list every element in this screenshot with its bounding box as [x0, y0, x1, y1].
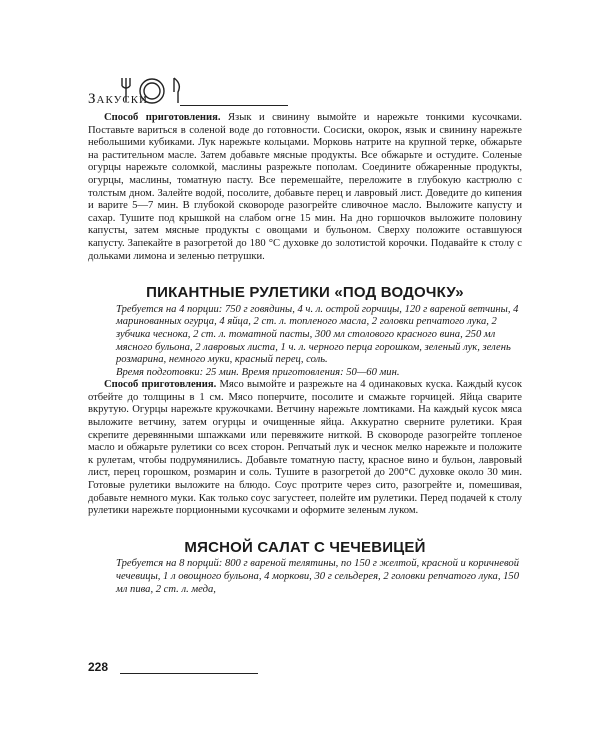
method-label: Способ приготовления.	[104, 112, 221, 123]
page-number: 228	[88, 660, 109, 674]
method-text: Мясо вымойте и разрежьте на 4 одинаковых куска. Каждый кусок отбейте до толщины в 1 см. Мясо поперчите, посолите и смажьте горчицей. Яйца сварите вкрутую. Огурцы нарежьте кружочками. Ветчину нарежьте ломтиками. На каждый кусок мяса выложите ветчину, затем огурцы и очищенные яйца. Аккуратно сверните рулетики. Края скрепите деревянными шпажками или перевяжите ниткой. В сковороде разогрейте топленое масло и обжарьте рулетики со всех сторон. Репчатый лук и чеснок мелко нарежьте и положите к рулетам, чтобы подрумянились. Добавьте томатную пасту, красное вино и бульон, лавровый лист, перец горошком, розмарин и соль. Тушите в разогретой до 200°С духовке около 30 мин. Готовые рулетики выложите на блюдо. Соус протрите через сито, разогрейте и, помешивая, добавьте немного муки. Как только соус загустеет, полейте им рулетики. Перед подачей к столу рулетики нарежьте порционными кусочками и оформите зеленым луком.	[88, 379, 522, 517]
page-header	[88, 76, 288, 112]
method-text: Язык и свинину вымойте и нарежьте тонкими кусочками. Поставьте вариться в соленой воде до готовности. Сосиски, окорок, язык и свинину нарежьте небольшими кубиками. Лук нарежьте кольцами. Морковь натрите на крупной терке, обжарьте на растительном масле. Затем добавьте мясные продукты. Все обжарьте и остудите. Соленые огурцы нарежьте соломкой, маслины разрежьте пополам. Соедините обжаренные продукты, огурцы, маслины, томатную пасту. Все перемешайте, переложите в глубокую кастрюлю с толстым дном. Залейте водой, посолите, добавьте перец и лавровый лист. Доведите до кипения и варите 5—7 мин. В глубокой сковороде разогрейте сливочное масло. Выложите капусту и сахар. Тушите под крышкой на слабом огне 15 мин. На дно горшочков выложите половину капусты, затем мясные продукты с овощами и бульоном. Сверху положите оставшуюся капусту. Запекайте в разогретой до 180 °С духовке до золотистой корочки. Подавайте к столу с дольками лимона и зеленью петрушки.	[88, 112, 522, 262]
recipe3-ingredients: Требуется на 8 порций: 800 г вареной телятины, по 150 г желтой, красной и коричневой чечевицы, 1 л овощного бульона, 4 моркови, 30 г сельдерея, 2 головки репчатого лука, 150 мл пива, 2 ст. л. меда,	[116, 558, 520, 595]
recipe1-method	[88, 112, 522, 263]
recipe-title-rolls: ПИКАНТНЫЕ РУЛЕТИКИ «ПОД ВОДОЧКУ»	[146, 284, 464, 302]
section-title: Закуски	[88, 91, 148, 107]
page-content	[88, 112, 522, 596]
footer-rule	[120, 673, 258, 674]
header-rule	[180, 105, 288, 106]
method-label: Способ приготовления.	[104, 379, 217, 391]
page-footer	[88, 660, 288, 680]
cutlery-plate-icon	[112, 76, 202, 106]
recipe-title-salad: МЯСНОЙ САЛАТ С ЧЕЧЕВИЦЕЙ	[184, 538, 426, 556]
recipe2-ingredients: Требуется на 4 порции: 750 г говядины, 4 ч. л. острой горчицы, 120 г вареной ветчины, 4 маринованных огурца, 4 яйца, 2 ст. л. топленого масла, 2 головки репчатого лука, 2 зубчика чеснока, 2 ст. л. томатной пасты, 300 мл столового красного вина, 250 мл мясного бульона, 2 лавровых листа, 1 ч. л. черного перца горошком, зеленый лук, зелень розмарина, немного муки, красный перец, соль.	[116, 303, 519, 366]
recipe2-time: Время подготовки: 25 мин. Время приготовления: 50—60 мин.	[116, 366, 400, 378]
recipe2-method	[88, 379, 522, 518]
